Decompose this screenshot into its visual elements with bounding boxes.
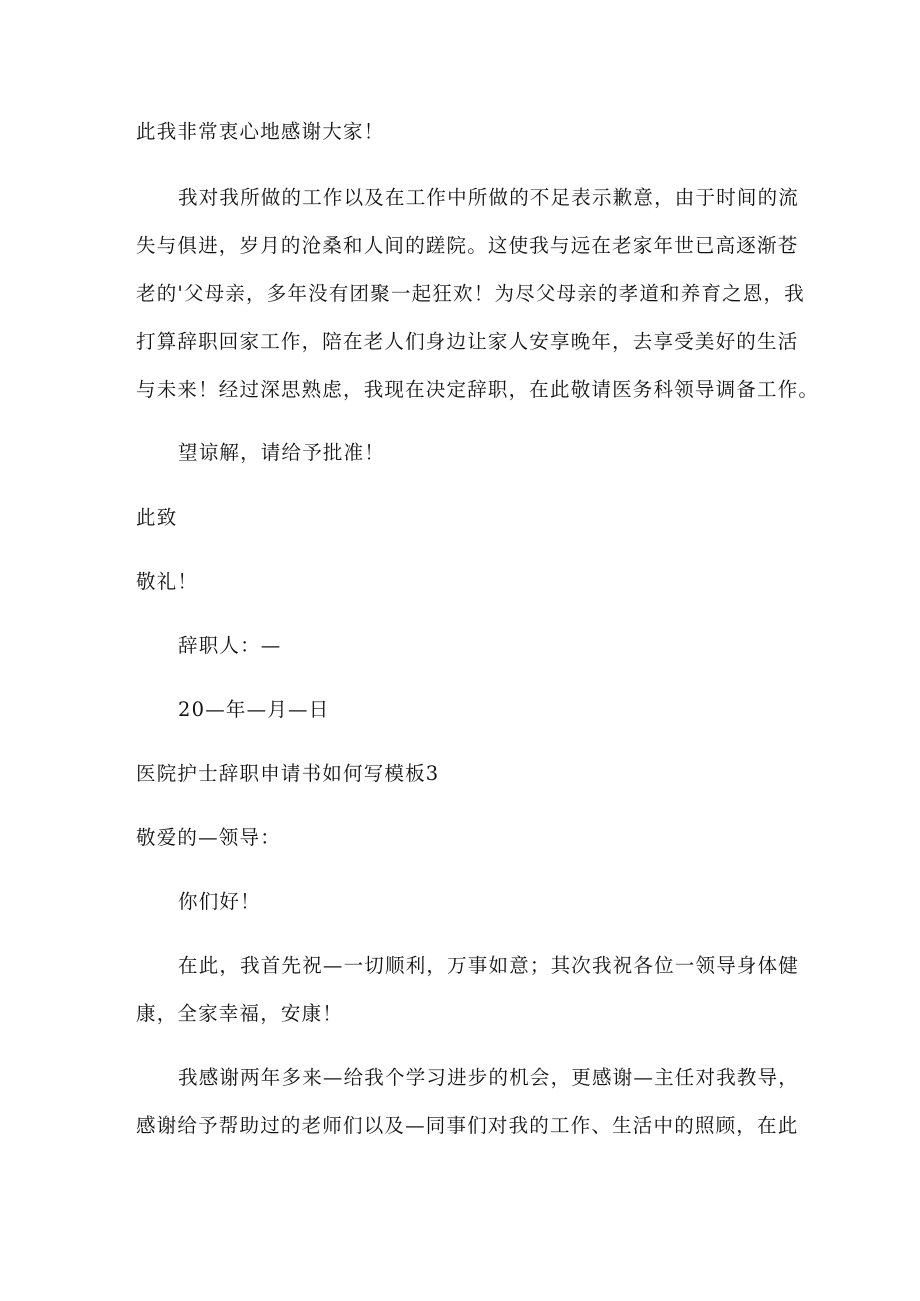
paragraph-line: 与未来！经过深思熟虑，我现在决定辞职，在此敬请医务科领导调备工作。 (136, 378, 820, 401)
paragraph-line: 康，全家幸福，安康！ (136, 1002, 344, 1025)
paragraph-line: 在此，我首先祝—一切顺利，万事如意；其次我祝各位一领导身体健 (178, 954, 800, 977)
date-line: 20—年—月—日 (178, 698, 330, 721)
paragraph-line: 我对我所做的工作以及在工作中所做的不足表示歉意，由于时间的流 (178, 186, 800, 209)
salutation: 敬爱的—领导： (136, 826, 281, 849)
paragraph-line: 老的'父母亲，多年没有团聚一起狂欢！为尽父母亲的孝道和养育之恩，我 (136, 282, 805, 305)
paragraph-line: 失与俱进，岁月的沧桑和人间的蹉院。这使我与远在老家年世已高逐渐苍 (136, 234, 799, 257)
request-line: 望谅解，请给予批准！ (178, 441, 386, 464)
closing-salutation: 此致 (136, 506, 178, 529)
section-title: 医院护士辞职申请书如何写模板3 (136, 762, 440, 785)
signature-line: 辞职人：— (178, 634, 282, 657)
greeting: 你们好！ (178, 890, 261, 913)
text-line: 此我非常衷心地感谢大家！ (136, 120, 385, 143)
paragraph-line: 打算辞职回家工作，陪在老人们身边让家人安享晚年，去享受美好的生活 (136, 330, 799, 353)
paragraph-line: 我感谢两年多来—给我个学习进步的机会，更感谢—主任对我教导， (178, 1066, 800, 1089)
closing-regards: 敬礼！ (136, 570, 199, 593)
paragraph-line: 感谢给予帮助过的老师们以及—同事们对我的工作、生活中的照顾，在此 (136, 1114, 799, 1137)
